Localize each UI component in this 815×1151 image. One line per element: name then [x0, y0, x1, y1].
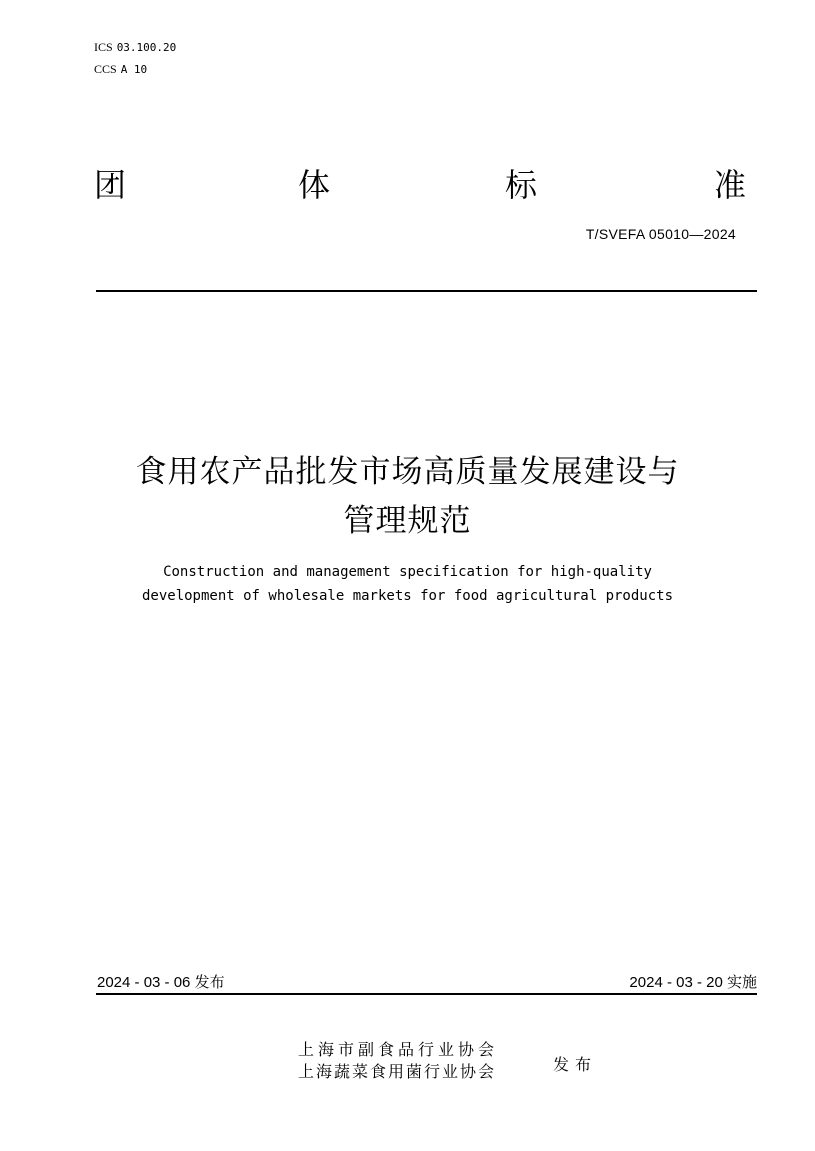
bottom-divider [96, 993, 757, 995]
implementation-date: 2024 - 03 - 20 实施 [629, 974, 757, 991]
publisher-org-1: 上海市副食品行业协会 [298, 1040, 499, 1059]
ccs-classification [94, 62, 147, 77]
english-title-line-2: development of wholesale markets for food agricultural products [141, 588, 673, 604]
standard-type-char: 体 [298, 166, 331, 204]
standard-type-char: 团 [94, 166, 127, 204]
issue-date: 2024 - 03 - 06 发布 [97, 974, 225, 991]
standard-number: T/SVEFA 05010—2024 [585, 226, 736, 242]
ccs-code: A 10 [120, 63, 148, 76]
top-divider [96, 290, 757, 292]
chinese-title-line-2: 管理规范 [343, 503, 472, 539]
ics-classification [94, 40, 176, 55]
publisher-org-2: 上海蔬菜食用菌行业协会 [298, 1062, 497, 1081]
ics-label: ICS [94, 40, 113, 54]
standard-type-char: 标 [505, 166, 538, 204]
ics-code: 03.100.20 [116, 41, 177, 54]
english-title-line-1: Construction and management specification for high-quality [163, 564, 652, 580]
publish-label: 发布 [553, 1055, 598, 1074]
chinese-title-line-1: 食用农产品批发市场高质量发展建设与 [135, 454, 680, 490]
ccs-label: CCS [94, 62, 117, 76]
standard-type-char: 准 [714, 166, 747, 204]
